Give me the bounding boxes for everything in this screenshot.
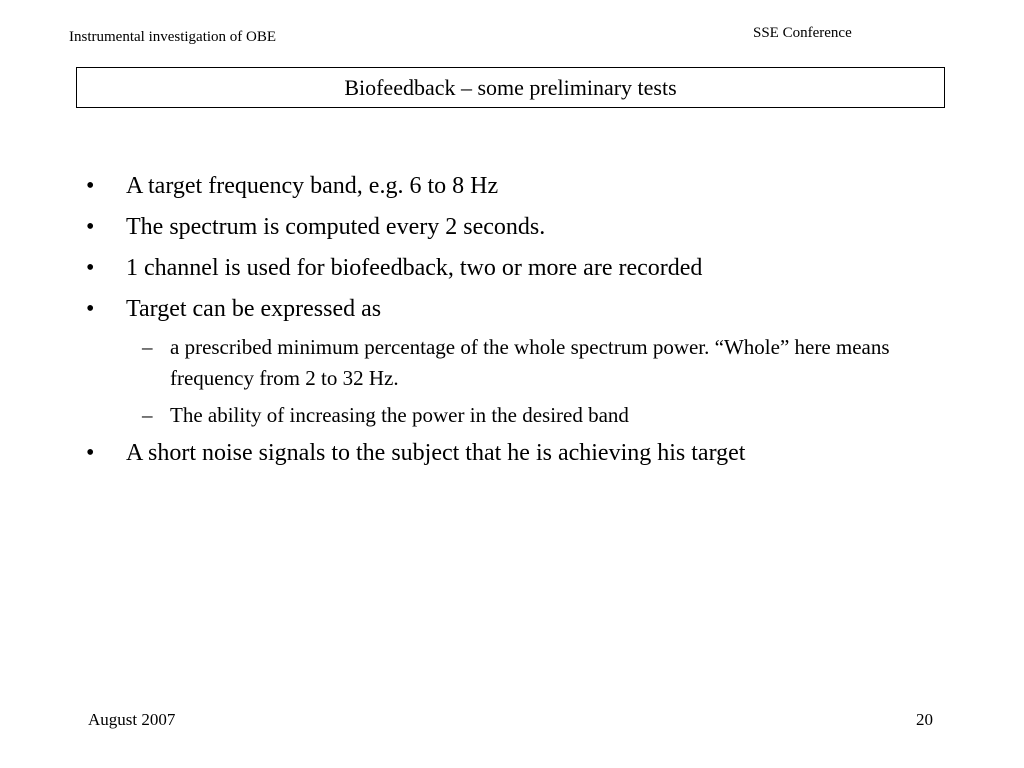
bullet-text: 1 channel is used for biofeedback, two or more are recorded [126,255,703,281]
bullet-list [86,170,966,478]
bullet-item [86,211,966,244]
sub-bullet-marker: – [142,403,153,427]
bullet-marker: • [86,214,95,240]
bullet-item [86,170,966,203]
sub-bullet-text: a prescribed minimum percentage of the whole spectrum power. “Whole” here means frequency from 2 to 32 Hz. [170,335,890,390]
bullet-item [86,252,966,285]
bullet-marker: • [86,255,95,281]
sub-bullet-item [142,400,922,431]
bullet-text: A target frequency band, e.g. 6 to 8 Hz [126,173,499,199]
slide-title: Biofeedback – some preliminary tests [344,74,677,100]
bullet-marker: • [86,173,95,199]
bullet-item [86,293,966,326]
sub-bullet-marker: – [142,335,153,359]
header-right-conference: SSE Conference [753,25,852,41]
bullet-marker: • [86,440,95,466]
bullet-text: A short noise signals to the subject that he is achieving his target [126,440,746,466]
sub-bullet-text: The ability of increasing the power in the desired band [170,403,629,427]
header-left-title: Instrumental investigation of OBE [69,29,277,45]
sub-bullet-list [142,332,922,431]
footer-date: August 2007 [88,710,176,729]
bullet-marker: • [86,296,95,322]
slide-title-box [76,67,945,108]
bullet-text: Target can be expressed as [126,296,382,322]
bullet-item [86,437,966,470]
sub-bullet-item [142,332,922,394]
sub-bullet-group [86,332,966,431]
bullet-text: The spectrum is computed every 2 seconds. [126,214,546,240]
page-number: 20 [916,710,933,729]
